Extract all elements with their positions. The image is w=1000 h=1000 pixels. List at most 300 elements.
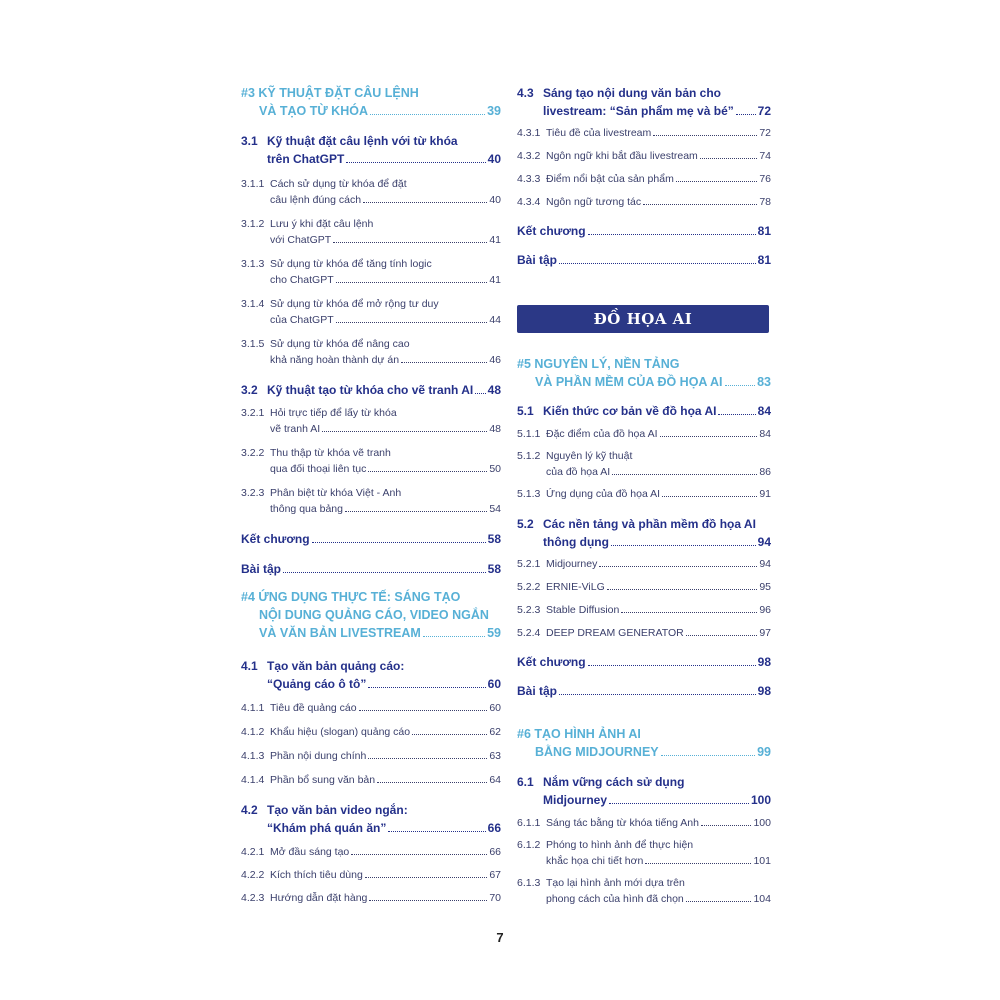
entry-title: Hướng dẫn đặt hàng: [270, 892, 368, 904]
section-number: 4.1.3: [241, 750, 265, 762]
leader-dots: [686, 635, 758, 636]
leader-dots: [725, 385, 756, 386]
toc-line: [241, 485, 501, 501]
leader-dots: [368, 471, 487, 472]
section-number: 3.2.2: [241, 447, 265, 459]
entry-title: Phóng to hình ảnh để thực hiện: [546, 839, 694, 851]
toc-entry-s323[interactable]: [241, 485, 501, 517]
entry-title: Midjourney: [543, 793, 608, 807]
section-number: 6.1.1: [517, 817, 541, 829]
toc-entry-s51[interactable]: [517, 402, 771, 420]
toc-entry-s42[interactable]: [241, 801, 501, 837]
entry-title: Ngôn ngữ khi bắt đầu livestream: [546, 150, 698, 162]
entry-title: Kỹ thuật tạo từ khóa cho vẽ tranh AI: [267, 383, 474, 397]
toc-line: [241, 588, 501, 606]
page-ref: 48: [489, 423, 501, 435]
page-ref: 64: [489, 774, 501, 786]
page-ref: 44: [489, 314, 501, 326]
toc-entry-s422[interactable]: [241, 867, 501, 883]
toc-line: [517, 743, 771, 761]
toc-line: [517, 682, 771, 700]
page-ref: 41: [489, 234, 501, 246]
entry-title: Khẩu hiệu (slogan) quảng cáo: [270, 726, 411, 738]
section-number: 3.1.5: [241, 338, 265, 350]
toc-line: [241, 772, 501, 788]
entry-title: Bài tập: [517, 684, 558, 698]
section-number: 3.1.2: [241, 218, 265, 230]
toc-line: [517, 171, 771, 187]
entry-title: “Khám phá quán ăn”: [267, 821, 387, 835]
entry-title: thông qua bảng: [270, 503, 343, 515]
page-ref: 81: [757, 224, 771, 238]
toc-entry-s513[interactable]: [517, 486, 771, 502]
page-ref: 95: [759, 581, 771, 593]
toc-line: [517, 251, 771, 269]
toc-line: [241, 352, 501, 368]
entry-title: #3 KỸ THUẬT ĐẶT CÂU LỆNH: [241, 86, 419, 100]
section-number: 5.1.2: [517, 450, 541, 462]
toc-entry-s61[interactable]: [517, 773, 771, 809]
leader-dots: [660, 436, 758, 437]
toc-entry-s423[interactable]: [241, 890, 501, 906]
toc-entry-s524[interactable]: [517, 625, 771, 641]
toc-line: [241, 405, 501, 421]
toc-entry-sec3[interactable]: [241, 84, 501, 120]
entry-title: VÀ VĂN BẢN LIVESTREAM: [259, 626, 421, 640]
toc-line: [241, 336, 501, 352]
entry-title: Kết chương: [241, 532, 310, 546]
entry-title: phong cách của hình đã chọn: [546, 893, 684, 905]
section-number: 4.3.4: [517, 196, 541, 208]
leader-dots: [700, 158, 758, 159]
toc-line: [517, 486, 771, 502]
entry-title: thông dụng: [543, 535, 609, 549]
leader-dots: [609, 803, 749, 804]
page-ref: 78: [759, 196, 771, 208]
toc-line: [241, 657, 501, 675]
leader-dots: [312, 542, 486, 543]
entry-title: #6 TẠO HÌNH ẢNH AI: [517, 727, 641, 741]
toc-line: [517, 355, 771, 373]
part-banner: ĐỒ HỌA AI: [517, 305, 769, 333]
entry-title: Hỏi trực tiếp để lấy từ khóa: [270, 407, 397, 419]
toc-entry-s414[interactable]: [241, 772, 501, 788]
toc-line: [241, 256, 501, 272]
leader-dots: [351, 854, 487, 855]
toc-line: [517, 725, 771, 743]
leader-dots: [388, 831, 485, 832]
section-number: 3.1.1: [241, 178, 265, 190]
leader-dots: [401, 362, 487, 363]
entry-title: Tạo lại hình ảnh mới dựa trên: [546, 877, 685, 889]
entry-title: Sử dụng từ khóa để tăng tính logic: [270, 258, 432, 270]
page-ref: 81: [757, 253, 771, 267]
toc-line: [241, 445, 501, 461]
page-ref: 59: [487, 626, 501, 640]
entry-title: cho ChatGPT: [270, 274, 334, 286]
entry-title: Cách sử dụng từ khóa để đặt: [270, 178, 407, 190]
toc-entry-s31[interactable]: [241, 132, 501, 168]
entry-title: Thu thập từ khóa vẽ tranh: [270, 447, 391, 459]
toc-entry-s314[interactable]: [241, 296, 501, 328]
leader-dots: [588, 665, 756, 666]
toc-entry-s613[interactable]: [517, 875, 771, 907]
toc-entry-s313[interactable]: [241, 256, 501, 288]
toc-entry-s32[interactable]: [241, 381, 501, 399]
toc-line: [241, 867, 501, 883]
leader-dots: [559, 263, 756, 264]
leader-dots: [645, 863, 751, 864]
page-ref: 40: [489, 194, 501, 206]
entry-title: Các nền tảng và phần mềm đồ họa AI: [543, 517, 756, 531]
leader-dots: [611, 545, 756, 546]
page-ref: 104: [753, 893, 771, 905]
entry-title: BẰNG MIDJOURNEY: [535, 745, 659, 759]
page-ref: 101: [753, 855, 771, 867]
leader-dots: [359, 710, 488, 711]
toc-line: [241, 132, 501, 150]
toc-line: [517, 148, 771, 164]
leader-dots: [377, 782, 487, 783]
entry-title: NỘI DUNG QUẢNG CÁO, VIDEO NGẮN: [259, 608, 489, 622]
toc-line: [517, 222, 771, 240]
leader-dots: [370, 114, 485, 115]
entry-title: ERNIE-ViLG: [546, 581, 605, 593]
toc-line: [517, 373, 771, 391]
toc-entry-s312[interactable]: [241, 216, 501, 248]
page-ref: 74: [759, 150, 771, 162]
toc-line: [517, 891, 771, 907]
leader-dots: [423, 636, 485, 637]
leader-dots: [607, 589, 758, 590]
entry-title: Sử dụng từ khóa để mở rộng tư duy: [270, 298, 439, 310]
toc-line: [241, 890, 501, 906]
toc-line: [517, 194, 771, 210]
toc-entry-s311[interactable]: [241, 176, 501, 208]
leader-dots: [322, 431, 487, 432]
entry-title: #4 ỨNG DỤNG THỰC TẾ: SÁNG TẠO: [241, 590, 461, 604]
section-number: 4.3.2: [517, 150, 541, 162]
entry-title: câu lệnh đúng cách: [270, 194, 362, 206]
section-number: 3.2: [241, 383, 258, 397]
toc-entry-s315[interactable]: [241, 336, 501, 368]
entry-title: #5 NGUYÊN LÝ, NỀN TẢNG: [517, 357, 680, 371]
page-ref: 72: [757, 104, 771, 118]
leader-dots: [368, 758, 487, 759]
page-ref: 100: [753, 817, 771, 829]
toc-line: [517, 579, 771, 595]
section-number: 5.1: [517, 404, 534, 418]
leader-dots: [718, 414, 755, 415]
entry-title: Midjourney: [546, 558, 598, 570]
toc-line: [241, 560, 501, 578]
leader-dots: [686, 901, 752, 902]
toc-entry-s421[interactable]: [241, 844, 501, 860]
leader-dots: [662, 496, 757, 497]
toc-line: [517, 102, 771, 120]
toc-entry-s322[interactable]: [241, 445, 501, 477]
toc-line: [241, 176, 501, 192]
entry-title: Stable Diffusion: [546, 604, 620, 616]
page-ref: 40: [487, 152, 501, 166]
section-number: 6.1: [517, 775, 534, 789]
entry-title: Tiêu đề quảng cáo: [270, 702, 357, 714]
toc-line: [517, 602, 771, 618]
section-number: 6.1.3: [517, 877, 541, 889]
page-ref: 66: [487, 821, 501, 835]
entry-title: Ứng dụng của đồ họa AI: [546, 488, 661, 500]
entry-title: livestream: “Sản phẩm mẹ và bé”: [543, 104, 734, 118]
toc-line: [517, 464, 771, 480]
toc-line: [241, 150, 501, 168]
toc-entry-s512[interactable]: [517, 448, 771, 480]
page-ref: 60: [489, 702, 501, 714]
toc-line: [241, 84, 501, 102]
toc-line: [517, 402, 771, 420]
toc-line: [241, 724, 501, 740]
toc-entry-s511[interactable]: [517, 426, 771, 442]
entry-title: DEEP DREAM GENERATOR: [546, 627, 684, 639]
entry-title: Phần nội dung chính: [270, 750, 367, 762]
toc-line: [517, 625, 771, 641]
section-number: 4.2.1: [241, 846, 265, 858]
entry-title: Nguyên lý kỹ thuật: [546, 450, 633, 462]
entry-title: Bài tập: [241, 562, 282, 576]
leader-dots: [736, 114, 756, 115]
entry-title: Kết chương: [517, 224, 586, 238]
toc-line: [517, 125, 771, 141]
page-ref: 63: [489, 750, 501, 762]
leader-dots: [283, 572, 486, 573]
entry-title: vẽ tranh AI: [270, 423, 321, 435]
leader-dots: [588, 234, 756, 235]
leader-dots: [345, 511, 487, 512]
toc-line: [517, 426, 771, 442]
leader-dots: [701, 825, 751, 826]
page-ref: 46: [489, 354, 501, 366]
toc-entry-ket5[interactable]: [517, 653, 771, 671]
leader-dots: [412, 734, 487, 735]
section-number: 4.3: [517, 86, 534, 100]
entry-title: Đặc điểm của đồ họa AI: [546, 428, 658, 440]
leader-dots: [333, 242, 487, 243]
section-number: 3.2.1: [241, 407, 265, 419]
entry-title: qua đối thoại liên tục: [270, 463, 367, 475]
toc-line: [241, 232, 501, 248]
entry-title: Bài tập: [517, 253, 558, 267]
toc-entry-bai3[interactable]: [241, 560, 501, 578]
page-ref: 60: [487, 677, 501, 691]
page-ref: 83: [757, 375, 771, 389]
entry-title: Tạo văn bản video ngắn:: [267, 803, 408, 817]
toc-entry-s413[interactable]: [241, 748, 501, 764]
toc-line: [517, 653, 771, 671]
toc-line: [241, 675, 501, 693]
entry-title: Lưu ý khi đặt câu lệnh: [270, 218, 374, 230]
toc-entry-sec5[interactable]: [517, 355, 771, 391]
page-ref: 94: [759, 558, 771, 570]
toc-entry-bai4[interactable]: [517, 251, 771, 269]
entry-title: Sử dụng từ khóa để nâng cao: [270, 338, 410, 350]
toc-line: [517, 815, 771, 831]
leader-dots: [621, 612, 757, 613]
entry-title: Điểm nổi bật của sản phẩm: [546, 173, 674, 185]
section-number: 5.1.3: [517, 488, 541, 500]
leader-dots: [676, 181, 757, 182]
toc-entry-bai5[interactable]: [517, 682, 771, 700]
section-number: 6.1.2: [517, 839, 541, 851]
toc-line: [241, 530, 501, 548]
entry-title: Sáng tạo nội dung văn bản cho: [543, 86, 722, 100]
page-ref: 70: [489, 892, 501, 904]
toc-line: [517, 853, 771, 869]
toc-entry-s43[interactable]: [517, 84, 771, 120]
entry-title: khả năng hoàn thành dự án: [270, 354, 400, 366]
section-number: 3.1.4: [241, 298, 265, 310]
toc-entry-s321[interactable]: [241, 405, 501, 437]
toc-line: [241, 844, 501, 860]
section-number: 4.2: [241, 803, 258, 817]
entry-title: Tạo văn bản quảng cáo:: [267, 659, 405, 673]
page-ref: 50: [489, 463, 501, 475]
toc-entry-s41[interactable]: [241, 657, 501, 693]
section-number: 5.2.3: [517, 604, 541, 616]
page-ref: 91: [759, 488, 771, 500]
section-number: 5.2.1: [517, 558, 541, 570]
page-ref: 84: [759, 428, 771, 440]
entry-title: VÀ PHẦN MỀM CỦA ĐỒ HỌA AI: [535, 375, 723, 389]
leader-dots: [346, 162, 485, 163]
toc-entry-ket4[interactable]: [517, 222, 771, 240]
section-number: 4.3.3: [517, 173, 541, 185]
toc-line: [517, 837, 771, 853]
toc-entry-s522[interactable]: [517, 579, 771, 595]
entry-title: Phân biệt từ khóa Việt - Anh: [270, 487, 402, 499]
leader-dots: [599, 566, 757, 567]
toc-line: [241, 381, 501, 399]
entry-title: Mở đầu sáng tạo: [270, 846, 350, 858]
toc-line: [241, 801, 501, 819]
toc-line: [241, 748, 501, 764]
toc-entry-s523[interactable]: [517, 602, 771, 618]
leader-dots: [612, 474, 757, 475]
entry-title: khắc họa chi tiết hơn: [546, 855, 644, 867]
toc-line: [517, 773, 771, 791]
toc-entry-s433[interactable]: [517, 171, 771, 187]
section-number: 4.3.1: [517, 127, 541, 139]
entry-title: trên ChatGPT: [267, 152, 345, 166]
section-number: 4.1: [241, 659, 258, 673]
page-ref: 98: [757, 655, 771, 669]
toc-line: [517, 448, 771, 464]
toc-entry-s611[interactable]: [517, 815, 771, 831]
leader-dots: [559, 694, 756, 695]
section-number: 3.1.3: [241, 258, 265, 270]
page-ref: 48: [487, 383, 501, 397]
toc-line: [241, 216, 501, 232]
leader-dots: [369, 900, 487, 901]
section-number: 5.2.4: [517, 627, 541, 639]
page-ref: 41: [489, 274, 501, 286]
toc-entry-s434[interactable]: [517, 194, 771, 210]
toc-entry-s612[interactable]: [517, 837, 771, 869]
entry-title: VÀ TẠO TỪ KHÓA: [259, 104, 368, 118]
toc-line: [517, 533, 771, 551]
toc-line: [241, 312, 501, 328]
section-number: 4.1.1: [241, 702, 265, 714]
toc-line: [241, 272, 501, 288]
page-ref: 67: [489, 869, 501, 881]
entry-title: Phần bổ sung văn bản: [270, 774, 376, 786]
toc-line: [517, 556, 771, 572]
leader-dots: [336, 282, 488, 283]
toc-line: [241, 296, 501, 312]
toc-entry-ket3[interactable]: [241, 530, 501, 548]
toc-line: [517, 84, 771, 102]
page-ref: 86: [759, 466, 771, 478]
entry-title: “Quảng cáo ô tô”: [267, 677, 367, 691]
toc-entry-s521[interactable]: [517, 556, 771, 572]
section-number: 4.1.4: [241, 774, 265, 786]
page-ref: 58: [487, 532, 501, 546]
leader-dots: [365, 877, 487, 878]
entry-title: Sáng tác bằng từ khóa tiếng Anh: [546, 817, 699, 829]
toc-entry-s52[interactable]: [517, 515, 771, 551]
page-ref: 100: [750, 793, 771, 807]
entry-title: Tiêu đề của livestream: [546, 127, 652, 139]
section-number: 4.1.2: [241, 726, 265, 738]
entry-title: của ChatGPT: [270, 314, 334, 326]
page-ref: 84: [757, 404, 771, 418]
section-number: 4.2.3: [241, 892, 265, 904]
toc-entry-s412[interactable]: [241, 724, 501, 740]
page-ref: 54: [489, 503, 501, 515]
leader-dots: [661, 755, 755, 756]
section-number: 3.2.3: [241, 487, 265, 499]
toc-line: [517, 515, 771, 533]
page-ref: 39: [487, 104, 501, 118]
page-ref: 94: [757, 535, 771, 549]
toc-line: [241, 421, 501, 437]
leader-dots: [643, 204, 757, 205]
leader-dots: [653, 135, 757, 136]
toc-entry-sec6[interactable]: [517, 725, 771, 761]
toc-line: [241, 700, 501, 716]
page-number: 7: [496, 930, 504, 945]
toc-entry-s431[interactable]: [517, 125, 771, 141]
toc-line: [241, 624, 501, 642]
entry-title: Nắm vững cách sử dụng: [543, 775, 685, 789]
page-ref: 96: [759, 604, 771, 616]
leader-dots: [363, 202, 487, 203]
page-ref: 66: [489, 846, 501, 858]
toc-entry-s432[interactable]: [517, 148, 771, 164]
page-ref: 98: [757, 684, 771, 698]
leader-dots: [336, 322, 488, 323]
entry-title: của đồ họa AI: [546, 466, 611, 478]
page-ref: 62: [489, 726, 501, 738]
entry-title: với ChatGPT: [270, 234, 332, 246]
toc-line: [241, 606, 501, 624]
entry-title: Kích thích tiêu dùng: [270, 869, 363, 881]
toc-line: [517, 875, 771, 891]
page-ref: 58: [487, 562, 501, 576]
entry-title: Kiến thức cơ bản về đồ họa AI: [543, 404, 717, 418]
toc-entry-s411[interactable]: [241, 700, 501, 716]
toc-entry-sec4[interactable]: [241, 588, 501, 642]
leader-dots: [475, 393, 485, 394]
section-number: 5.2.2: [517, 581, 541, 593]
